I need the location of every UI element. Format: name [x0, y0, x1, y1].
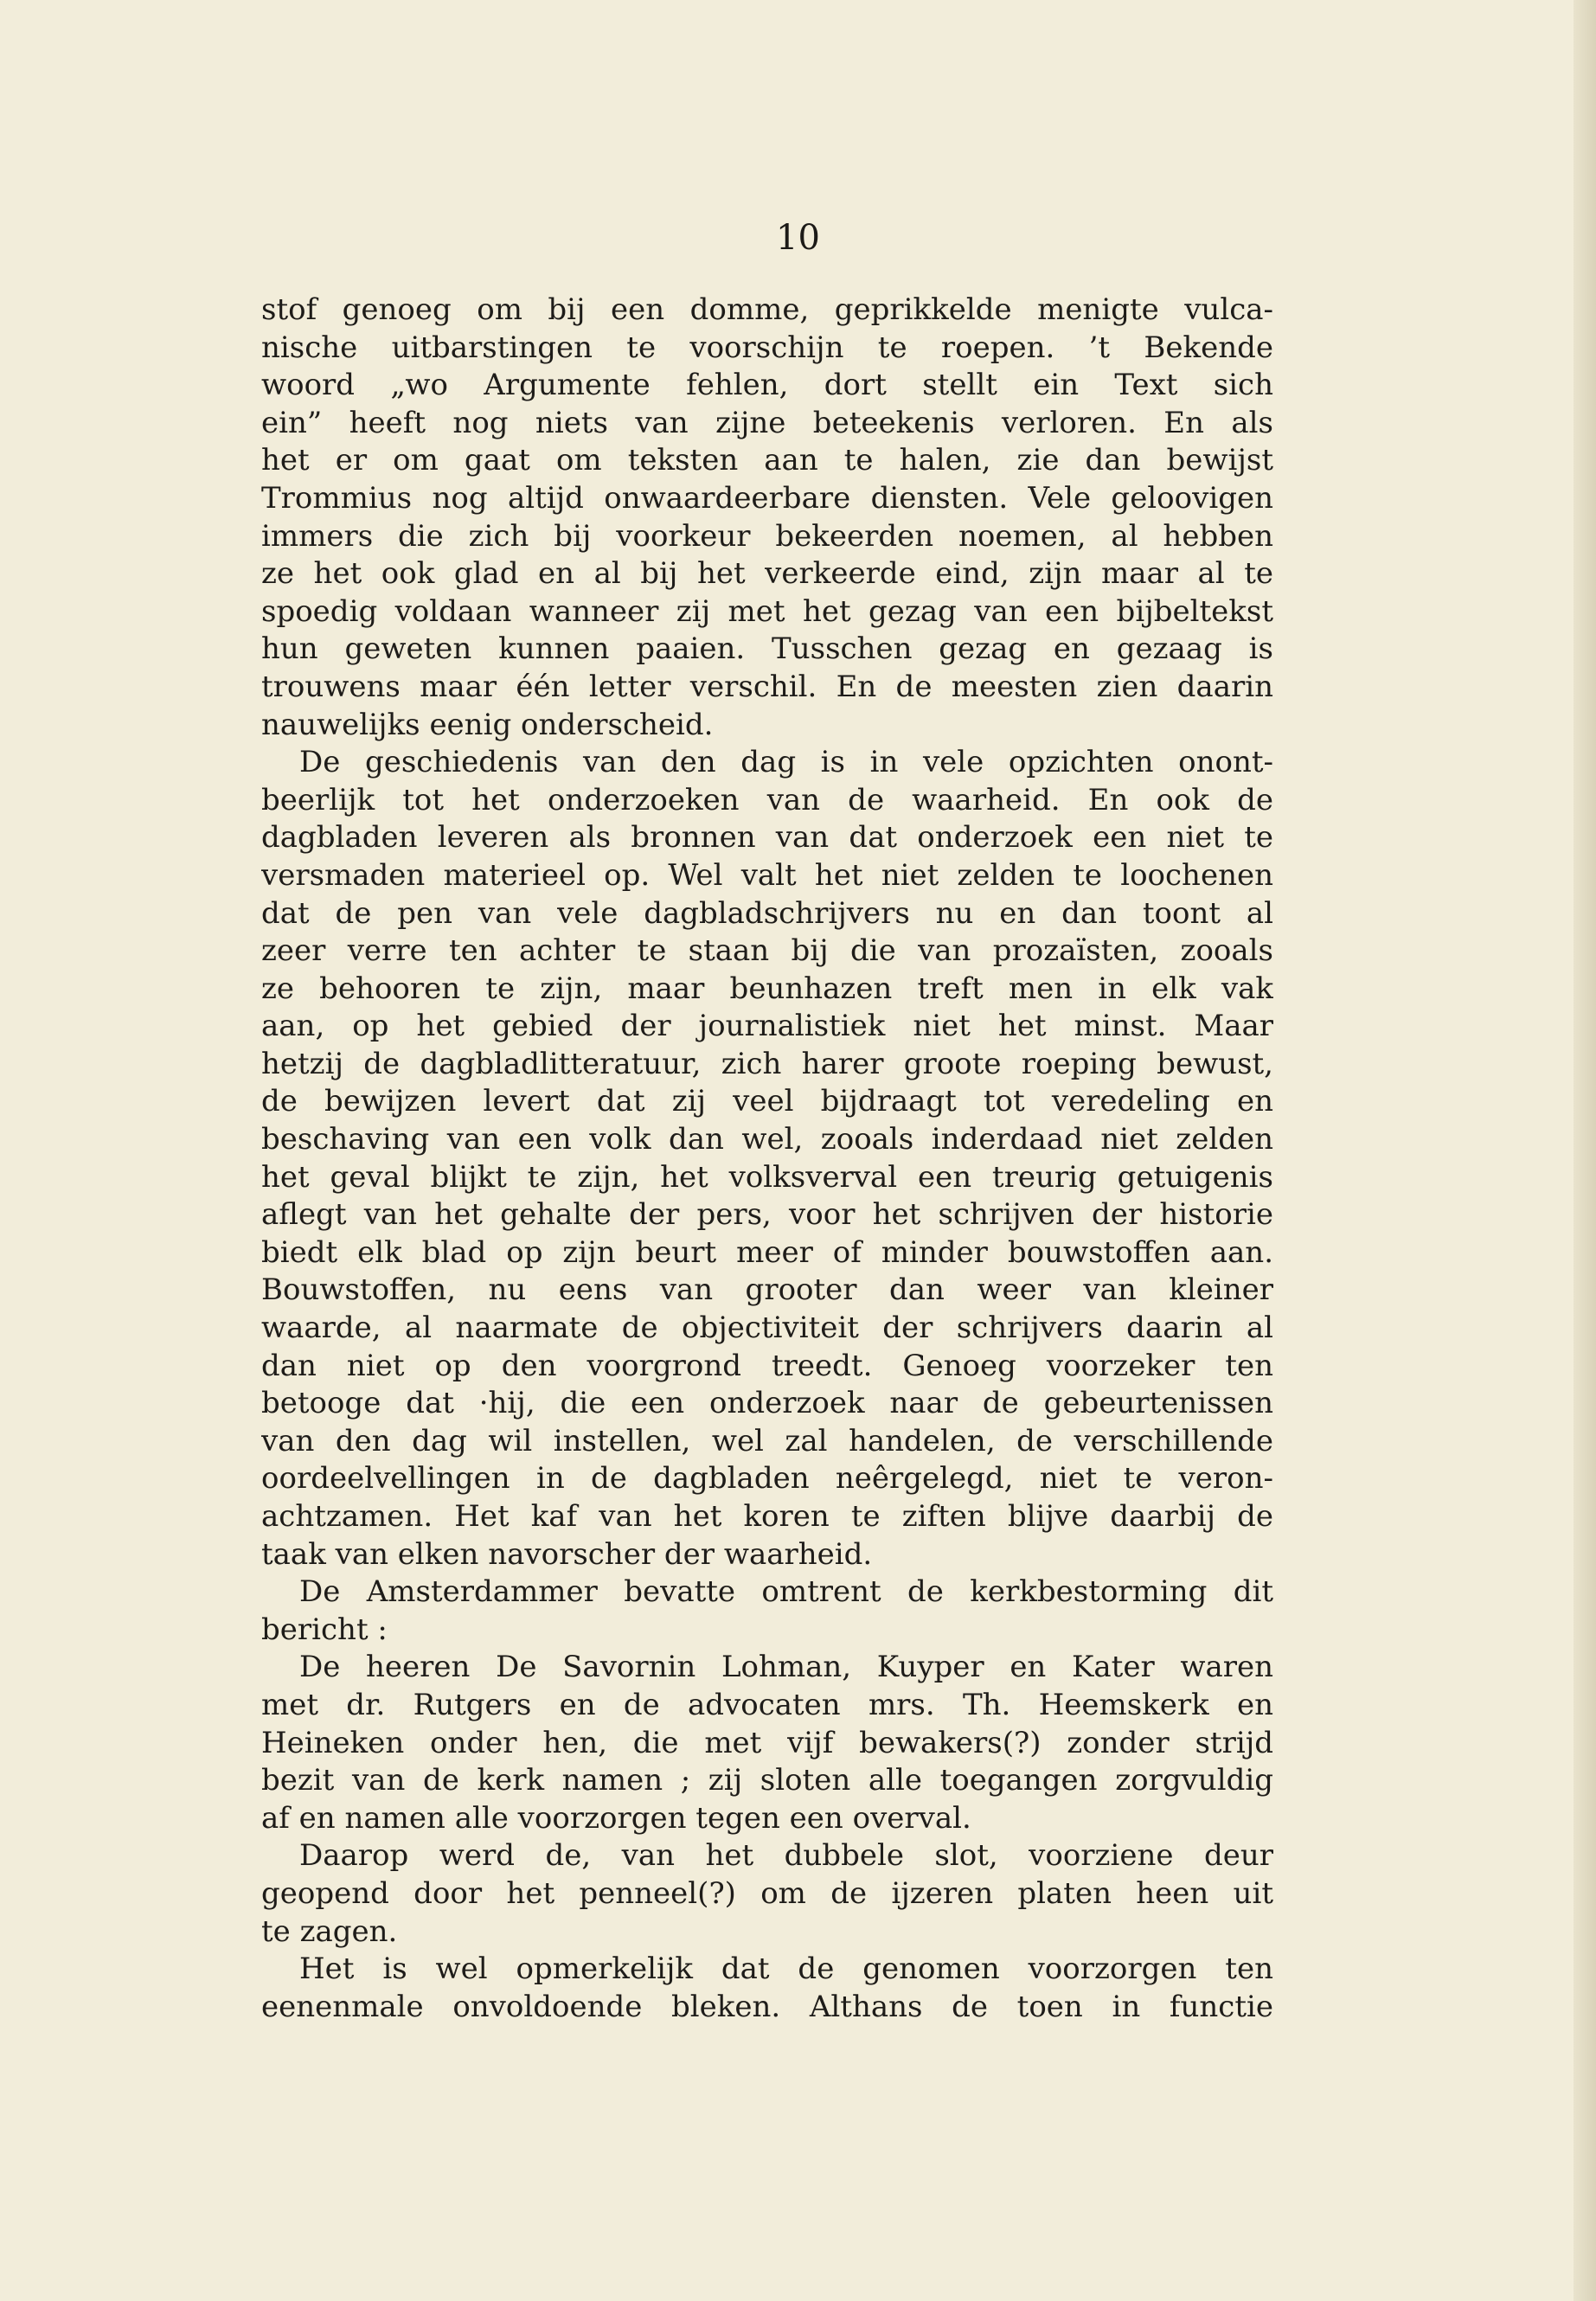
- text-line: ein” heeft nog niets van zijne beteekenis verloren. En als: [261, 405, 1273, 440]
- text-line: zeer verre ten achter te staan bij die van prozaïsten, zooals: [261, 933, 1273, 969]
- text-line: De heeren De Savornin Lohman, Kuyper en Kater waren: [299, 1650, 1273, 1685]
- text-line: Daarop werd de, van het dubbele slot, voorziene deur: [299, 1838, 1273, 1874]
- text-line: ze het ook glad en al bij het verkeerde eind, zijn maar al te: [261, 556, 1273, 592]
- text-line: dat de pen van vele dagbladschrijvers nu en dan toont al: [261, 895, 1273, 931]
- text-line: trouwens maar één letter verschil. En de meesten zien daarin: [261, 669, 1273, 704]
- text-line: stof genoeg om bij een domme, geprikkelde menigte vulca-: [261, 292, 1273, 327]
- text-line: Bouwstoffen, nu eens van grooter dan weer van kleiner: [261, 1272, 1273, 1308]
- text-line: van den dag wil instellen, wel zal handelen, de verschillende: [261, 1423, 1273, 1458]
- text-line: het geval blijkt te zijn, het volksverval een treurig getuigenis: [261, 1159, 1273, 1195]
- text-line: het er om gaat om teksten aan te halen, zie dan bewijst: [261, 443, 1273, 478]
- body-text: [261, 292, 1273, 2026]
- text-line: De geschiedenis van den dag is in vele opzichten onont-: [299, 745, 1273, 780]
- page-number: 10: [776, 218, 820, 258]
- text-line: beschaving van een volk dan wel, zooals inderdaad niet zelden: [261, 1122, 1273, 1157]
- text-line: nische uitbarstingen te voorschijn te roepen. ’t Bekende: [261, 330, 1273, 365]
- text-line: Het is wel opmerkelijk dat de genomen voorzorgen ten: [299, 1952, 1273, 1987]
- text-line: dagbladen leveren als bronnen van dat onderzoek een niet te: [261, 820, 1273, 856]
- text-line: de bewijzen levert dat zij veel bijdraagt tot veredeling en: [261, 1084, 1273, 1119]
- text-line: waarde, al naarmate de objectiviteit der schrijvers daarin al: [261, 1311, 1273, 1346]
- text-line: betooge dat ·hij, die een onderzoek naar de gebeurtenissen: [261, 1386, 1273, 1421]
- text-line: dan niet op den voorgrond treedt. Genoeg voorzeker ten: [261, 1348, 1273, 1383]
- text-line: beerlijk tot het onderzoeken van de waarheid. En ook de: [261, 782, 1273, 817]
- text-line: versmaden materieel op. Wel valt het niet zelden te loochenen: [261, 857, 1273, 893]
- text-line: woord „wo Argumente fehlen, dort stellt ein Text sich: [261, 368, 1273, 403]
- text-line: De Amsterdammer bevatte omtrent de kerkbestorming dit: [299, 1574, 1273, 1610]
- text-line: Heineken onder hen, die met vijf bewakers(?) zonder strijd: [261, 1725, 1273, 1760]
- text-line: te zagen.: [261, 1913, 398, 1949]
- text-line: aan, op het gebied der journalistiek niet het minst. Maar: [261, 1009, 1273, 1044]
- text-line: achtzamen. Het kaf van het koren te ziften blijve daarbij de: [261, 1499, 1273, 1534]
- text-line: geopend door het penneel(?) om de ijzeren platen heen uit: [261, 1875, 1273, 1911]
- text-line: oordeelvellingen in de dagbladen neêrgelegd, niet te veron-: [261, 1461, 1273, 1497]
- text-line: nauwelijks eenig onderscheid.: [261, 707, 714, 742]
- text-line: immers die zich bij voorkeur bekeerden noemen, al hebben: [261, 518, 1273, 554]
- text-line: met dr. Rutgers en de advocaten mrs. Th. Heemskerk en: [261, 1687, 1273, 1722]
- text-line: bezit van de kerk namen ; zij sloten alle toegangen zorgvuldig: [261, 1763, 1273, 1798]
- text-line: Trommius nog altijd onwaardeerbare diensten. Vele geloovigen: [261, 480, 1273, 516]
- text-line: af en namen alle voorzorgen tegen een overval.: [261, 1800, 971, 1836]
- text-line: hun geweten kunnen paaien. Tusschen gezag en gezaag is: [261, 631, 1273, 667]
- text-line: biedt elk blad op zijn beurt meer of minder bouwstoffen aan.: [261, 1234, 1273, 1270]
- text-line: hetzij de dagbladlitteratuur, zich harer groote roeping bewust,: [261, 1046, 1273, 1081]
- text-line: ze behooren te zijn, maar beunhazen treft men in elk vak: [261, 971, 1273, 1006]
- text-line: bericht :: [261, 1612, 388, 1647]
- page-edge: [1574, 0, 1596, 2301]
- text-line: aflegt van het gehalte der pers, voor het schrijven der historie: [261, 1197, 1273, 1233]
- text-line: taak van elken navorscher der waarheid.: [261, 1536, 873, 1572]
- text-line: spoedig voldaan wanneer zij met het gezag van een bijbeltekst: [261, 593, 1273, 629]
- text-line: eenenmale onvoldoende bleken. Althans de toen in functie: [261, 1989, 1273, 2024]
